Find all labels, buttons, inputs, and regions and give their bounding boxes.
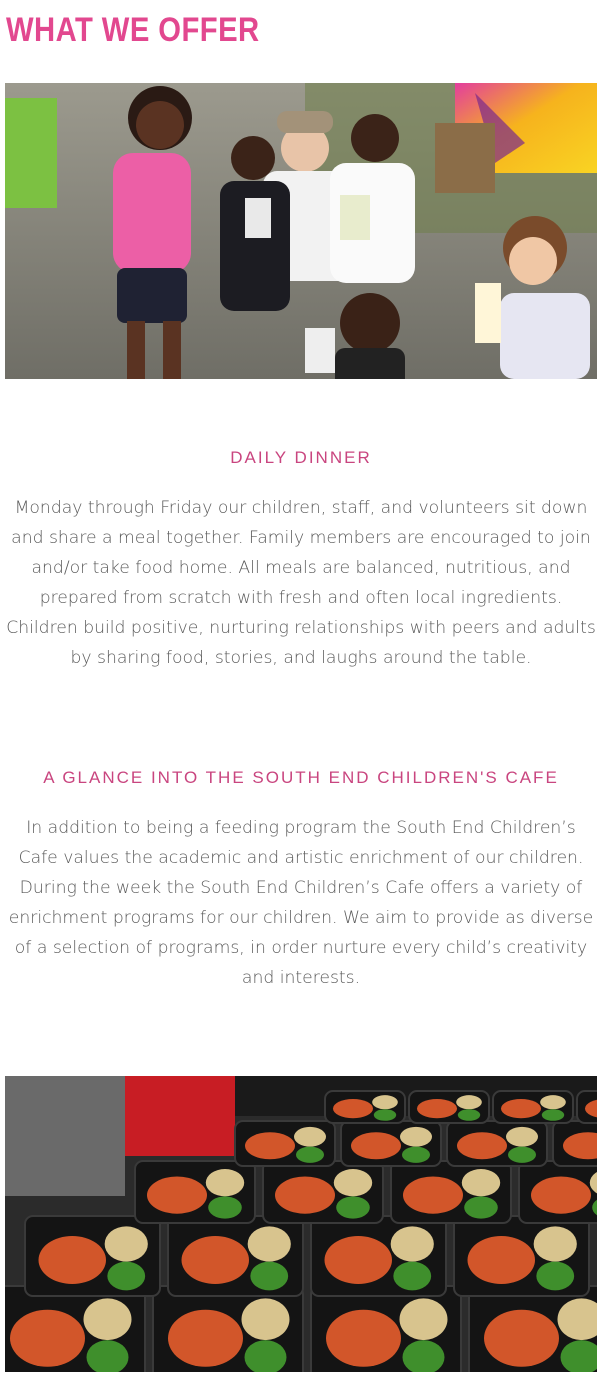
- prepared-meal-trays-photo: [5, 1076, 597, 1372]
- page-title: WHAT WE OFFER: [6, 11, 260, 49]
- section-body-daily-dinner: Monday through Friday our children, staff, and volunteers sit down and share a meal together. Family members are encouraged to join and/or take food home. All meals are balanced, nutritious, and prepared from scratch with fresh and often local ingredients. Children build positive, nurturing relationships with peers and adults by sharing food, stories, and laughs around the table.: [6, 498, 596, 669]
- photo-illustration: [5, 1076, 597, 1372]
- children-and-volunteer-photo: [5, 83, 597, 379]
- section-title-glance-cafe: A GLANCE INTO THE SOUTH END CHILDREN'S CAFE: [43, 768, 559, 787]
- section-body-glance-cafe: In addition to being a feeding program the South End Children’s Cafe values the academic and artistic enrichment of our children. During the week the South End Children’s Cafe offers a variety of enrichment programs for our children. We aim to provide as diverse of a selection of programs, in order nurture every child’s creativity and interests.: [8, 818, 594, 989]
- photo-illustration: [5, 83, 597, 379]
- section-title-daily-dinner: DAILY DINNER: [230, 448, 372, 467]
